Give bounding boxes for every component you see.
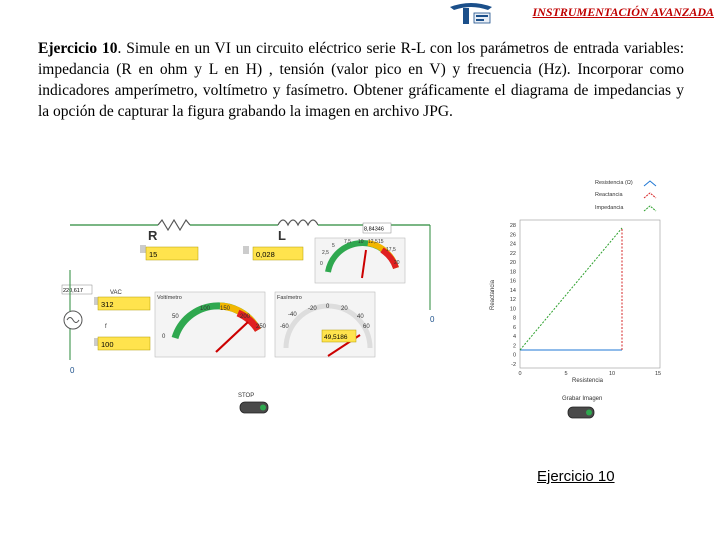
voltmeter-tick-5: 250 [256, 324, 267, 330]
ammeter-tick-6: 15 [378, 239, 384, 245]
voltmeter-tick-1: 50 [172, 314, 179, 320]
voltmeter-tick-0: 0 [162, 334, 166, 340]
phasemeter-value: 49,5186 [324, 334, 348, 341]
y-tick-label: 2 [512, 343, 516, 350]
front-panel [60, 210, 440, 415]
phasemeter-tick-0: -60 [280, 324, 289, 330]
l-value: 0,028 [256, 250, 275, 259]
graph-legend [595, 180, 656, 211]
plot-area [520, 220, 660, 368]
legend-resistance: Resistencia (Ω) [595, 180, 633, 186]
header-title: INSTRUMENTACIÓN AVANZADA [532, 5, 714, 19]
x-tick-label: 5 [564, 371, 568, 377]
y-tick-label: 4 [512, 334, 516, 341]
r-spinner[interactable] [140, 245, 146, 253]
exercise-statement [38, 38, 684, 122]
y-tick-label: 6 [512, 324, 516, 331]
ammeter-value: 8,84346 [364, 226, 384, 233]
ammeter-tick-5: 12,5 [368, 239, 378, 245]
r-label: R [148, 228, 158, 243]
ammeter [315, 223, 405, 283]
left-zero: 0 [70, 366, 75, 375]
freq-label: f [105, 324, 107, 330]
y-tick-label: 14 [509, 287, 516, 294]
save-image-label: Grabar Imagen [562, 396, 603, 402]
voltmeter-tick-3: 150 [220, 306, 231, 312]
phasemeter-tick-2: -20 [308, 306, 317, 312]
ammeter-tick-0: 0 [320, 261, 323, 267]
instrumentation-logo-icon [448, 1, 494, 25]
save-image-led [586, 410, 592, 416]
resistor-icon [158, 220, 190, 230]
graph-ylabel: Reactancia [490, 279, 496, 310]
x-ticks [518, 371, 661, 377]
source-readout: 220,617 [63, 288, 83, 294]
graph-xlabel: Resistencia [572, 378, 604, 384]
ammeter-tick-3: 7,5 [344, 239, 351, 245]
r-value: 15 [149, 250, 158, 259]
ammeter-tick-8: 20 [394, 260, 400, 266]
y-tick-label: 10 [509, 306, 516, 313]
stop-led [260, 405, 266, 411]
voltmeter [155, 292, 267, 357]
y-tick-label: 24 [509, 241, 516, 248]
y-tick-label: 12 [509, 297, 516, 304]
y-tick-label: 0 [512, 352, 516, 359]
phasemeter [275, 292, 375, 357]
l-label: L [278, 228, 286, 243]
y-tick-label: 26 [509, 232, 516, 239]
y-ticks [510, 223, 516, 368]
y-tick-label: 28 [509, 223, 516, 229]
phasemeter-title: Fasímetro [277, 295, 302, 301]
y-tick-label: 22 [509, 250, 516, 257]
stop-label: STOP [238, 393, 255, 399]
voltmeter-tick-2: 100 [200, 306, 211, 312]
right-zero: 0 [430, 315, 435, 324]
phasemeter-tick-5: 40 [357, 314, 364, 320]
y-tick-label: 20 [509, 260, 516, 267]
inductor-icon [278, 220, 318, 225]
save-image-control [556, 392, 616, 422]
freq-value: 100 [101, 340, 114, 349]
y-tick-label: -2 [511, 362, 516, 368]
y-tick-label: 8 [512, 315, 516, 322]
exercise-text: . Simule en un VI un circuito eléctrico serie R-L con los parámetros de entrada variables: impedancia (R en ohm y L en H) , tensión (valor pico en V) y frecuencia (Hz). Incorporar como indicadores amperímetro, voltímetro y fasímetro. Obtener gráficamente el diagrama de impedancias y la opción de capturar la figura grabando la imagen en archivo JPG. [38, 40, 684, 120]
phasemeter-tick-4: 20 [341, 306, 348, 312]
exercise-label: Ejercicio 10 [38, 40, 118, 57]
phasemeter-tick-3: 0 [326, 304, 330, 310]
exercise-caption: Ejercicio 10 [537, 468, 615, 485]
ammeter-tick-1: 2,5 [322, 250, 329, 256]
voltmeter-title: Voltímetro [157, 295, 182, 301]
l-spinner[interactable] [243, 246, 249, 254]
phasemeter-tick-6: 60 [363, 324, 370, 330]
x-tick-label: 10 [608, 371, 616, 377]
ammeter-tick-4: 10 [358, 239, 364, 245]
x-tick-label: 15 [654, 371, 662, 377]
voltage-label: VAC [110, 290, 122, 296]
phasemeter-tick-1: -40 [288, 312, 297, 318]
voltmeter-tick-4: 200 [240, 314, 251, 320]
legend-impedance: Impedancia [595, 205, 624, 211]
legend-reactance: Reactancia [595, 192, 623, 198]
x-tick-label: 0 [518, 371, 522, 377]
ammeter-tick-7: 17,5 [386, 247, 396, 253]
y-tick-label: 18 [509, 269, 516, 276]
ammeter-tick-2: 5 [332, 243, 335, 249]
y-tick-label: 16 [509, 278, 516, 285]
impedance-graph [480, 170, 676, 390]
voltage-value: 312 [101, 300, 114, 309]
